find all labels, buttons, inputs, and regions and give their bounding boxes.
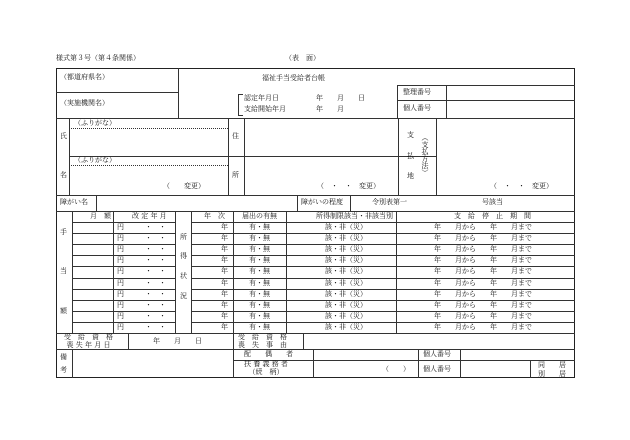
table-cell-applies: 該・非（災） (325, 267, 367, 276)
address-change: （ ・ ・ 変更） (317, 182, 380, 190)
side-allowance-2: 当 (60, 267, 67, 275)
table-cell-yesno: 有・無 (249, 256, 270, 265)
side-income-4: 況 (180, 292, 187, 300)
table-cell-dots: ・ ・ (145, 289, 166, 298)
loss-reason-label: 受 給 資 格 喪 失 事 由 (238, 333, 287, 349)
table-cell-yen: 円 (117, 289, 124, 298)
table-cell-applies: 該・非（災） (325, 289, 367, 298)
table-cell-yesno: 有・無 (249, 311, 270, 320)
table-cell-period: 年 月から 年 月まで (434, 245, 532, 254)
table-cell-yen: 円 (117, 223, 124, 231)
table-cell-yen: 円 (117, 256, 124, 265)
cert-bracket (238, 94, 243, 116)
h-notice: 届出の有無 (242, 212, 277, 220)
table-cell-period: 年 月から 年 月まで (434, 278, 532, 287)
side-label: （表 面） (285, 54, 320, 62)
remarks-label-1: 備 (60, 353, 67, 361)
side-income-3: 状 (180, 272, 187, 280)
table-cell-year: 年 (221, 245, 228, 254)
table-cell-applies: 該・非（災） (325, 311, 367, 320)
table-cell-applies: 該・非（災） (325, 322, 367, 331)
table-cell-year: 年 (221, 256, 228, 265)
table-cell-year: 年 (221, 289, 228, 298)
table-cell-yen: 円 (117, 300, 124, 309)
table-cell-yen: 円 (117, 267, 124, 276)
h-revision: 改 定 年 月 (132, 212, 167, 220)
table-cell-yen: 円 (117, 311, 124, 320)
address-label-2: 所 (232, 171, 239, 179)
table-cell-applies: 該・非（災） (325, 300, 367, 309)
cert-date-label: 認定年月日 (244, 94, 279, 102)
dependent-person-no: 個人番号 (423, 365, 451, 373)
disability-name-label: 障がい名 (60, 198, 88, 206)
dependent-label: 扶 養 義 務 者 （続 柄） (244, 360, 288, 376)
table-cell-yesno: 有・無 (249, 300, 270, 309)
furigana-1: （ふりがな） (74, 119, 116, 127)
disability-degree-label: 障がいの程度 (301, 198, 343, 206)
table-cell-applies: 該・非（災） (325, 278, 367, 287)
table-cell-period: 年 月から 年 月まで (434, 289, 532, 298)
table-cell-dots: ・ ・ (145, 322, 166, 331)
table-cell-year: 年 (221, 311, 228, 320)
table-cell-yen: 円 (117, 278, 124, 287)
side-income-2: 得 (180, 252, 187, 260)
table-cell-dots: ・ ・ (145, 256, 166, 265)
table-cell-period: 年 月から 年 月まで (434, 256, 532, 265)
table-cell-period: 年 月から 年 月まで (434, 267, 532, 276)
payment-change: （ ・ ・ 変更） (490, 182, 553, 190)
prefecture-label: （都道府県名） (60, 73, 109, 81)
table-cell-applies: 該・非（災） (325, 223, 367, 231)
remarks-label-2: 考 (60, 366, 67, 374)
table-cell-period: 年 月から 年 月まで (434, 322, 532, 331)
table-cell-yesno: 有・無 (249, 234, 270, 243)
h-year: 年 次 (204, 212, 225, 220)
payment-method: （支払方法） (421, 134, 429, 176)
table-cell-dots: ・ ・ (145, 234, 166, 243)
cert-date-value: 年 月 日 (316, 94, 365, 102)
ref-no-label: 整理番号 (403, 88, 431, 96)
dependent-relation: （ ） (382, 365, 410, 373)
payment-label-1: 支 (407, 131, 414, 139)
table-cell-period: 年 月から 年 月まで (434, 234, 532, 243)
table-suffix: 号該当 (482, 198, 503, 206)
table-cell-yen: 円 (117, 322, 124, 331)
table-cell-period: 年 月から 年 月まで (434, 311, 532, 320)
table-cell-period: 年 月から 年 月まで (434, 300, 532, 309)
table-cell-yen: 円 (117, 245, 124, 254)
table-cell-applies: 該・非（災） (325, 234, 367, 243)
table-cell-yesno: 有・無 (249, 267, 270, 276)
table-cell-period: 年 月から 年 月まで (434, 223, 532, 231)
cohabit-label: 同 居 (538, 361, 566, 369)
table-cell-year: 年 (221, 234, 228, 243)
spouse-person-no: 個人番号 (423, 350, 451, 358)
table-cell-yesno: 有・無 (249, 289, 270, 298)
table-cell-yesno: 有・無 (249, 245, 270, 254)
form-title: 福祉手当受給者台帳 (262, 74, 325, 82)
table-cell-dots: ・ ・ (145, 300, 166, 309)
payment-label-2: 払 (407, 152, 414, 160)
person-no-label: 個人番号 (403, 104, 431, 112)
table-cell-year: 年 (221, 278, 228, 287)
name-change: （ 変更） (163, 182, 205, 190)
table-cell-dots: ・ ・ (145, 245, 166, 254)
address-label-1: 住 (232, 132, 239, 140)
table-cell-applies: 該・非（災） (325, 245, 367, 254)
spouse-label: 配 偶 者 (244, 350, 293, 358)
given-name-label: 名 (60, 171, 67, 179)
table-cell-yesno: 有・無 (249, 223, 270, 231)
table-cell-dots: ・ ・ (145, 278, 166, 287)
loss-date-value: 年 月 日 (153, 337, 202, 345)
surname-label: 氏 (60, 132, 67, 140)
table-cell-dots: ・ ・ (145, 267, 166, 276)
table-cell-year: 年 (221, 223, 228, 231)
side-allowance-1: 手 (60, 228, 67, 236)
table-cell-applies: 該・非（災） (325, 256, 367, 265)
pay-start-label: 支給開始年月 (244, 105, 286, 113)
separate-label: 別 居 (538, 370, 566, 378)
side-allowance-3: 額 (60, 307, 67, 315)
payment-label-3: 地 (407, 172, 414, 180)
table-cell-yesno: 有・無 (249, 322, 270, 331)
form-number: 様式第３号（第４条関係） (56, 54, 140, 62)
table-cell-year: 年 (221, 300, 228, 309)
table-cell-dots: ・ ・ (145, 311, 166, 320)
table-cell-yesno: 有・無 (249, 278, 270, 287)
furigana-2: （ふりがな） (74, 156, 116, 164)
table-cell-year: 年 (221, 322, 228, 331)
table-cell-dots: ・ ・ (145, 223, 166, 231)
h-monthly: 月 額 (90, 212, 111, 220)
table-cell-year: 年 (221, 267, 228, 276)
side-income-1: 所 (180, 233, 187, 241)
h-income: 所得制限該当・非該当別 (316, 212, 393, 220)
loss-date-label: 受 給 資 格 喪 失 年 月 日 (64, 333, 113, 349)
h-stop: 支 給 停 止 期 間 (454, 212, 531, 220)
pay-start-value: 年 月 (316, 105, 344, 113)
agency-label: （実施機関名） (60, 99, 109, 107)
table-label: 令別表第一 (372, 198, 407, 206)
table-cell-yen: 円 (117, 234, 124, 243)
